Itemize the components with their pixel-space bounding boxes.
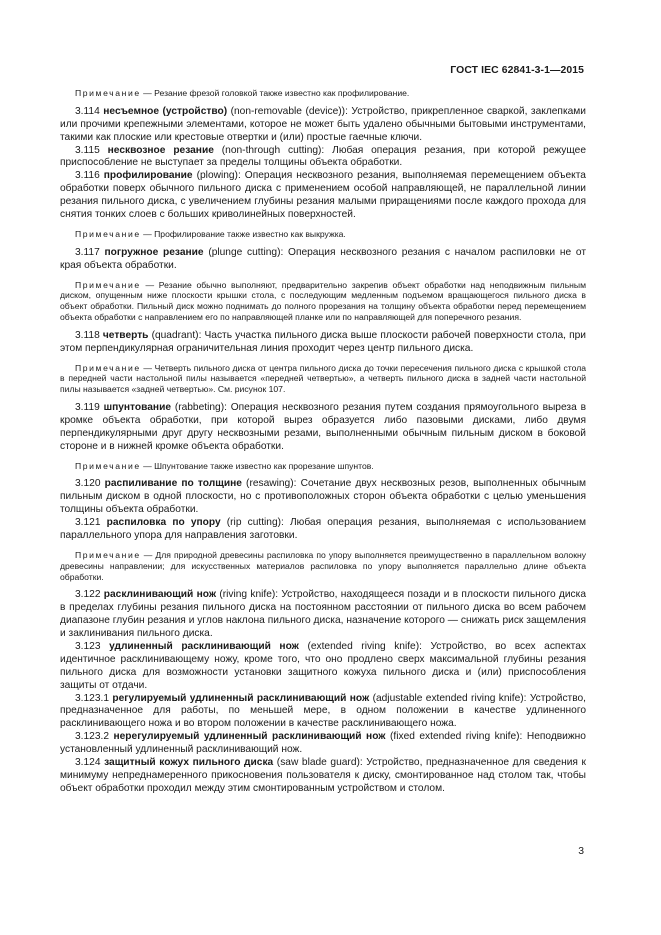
defined-term: удлиненный расклинивающий нож [109, 640, 299, 652]
definition-paragraph [60, 330, 586, 356]
note-paragraph [60, 280, 586, 323]
definition-paragraph [60, 693, 586, 732]
definition-text: (plunge cutting): Операция несквозного резания с началом распиловки не от края объекта обработки. [60, 246, 586, 271]
definition-text: (fixed extended riving knife): Неподвижно установленный удлиненный расклинивающий нож. [60, 731, 586, 756]
page-header: ГОСТ IEC 62841-3-1—2015 [450, 65, 584, 76]
note-label: Примечание [75, 88, 141, 98]
definition-paragraph [60, 589, 586, 641]
clause-number: 3.123 [75, 640, 101, 652]
note-text: — Четверть пильного диска от центра пильного диска до точки пересечения пильного диска с крышкой стола в передней части настольной пилы называется «передней четвертью», а четверть пильного диска в задней части настольной пилы называется «задней четвертью». См. рисунок 107. [60, 362, 586, 395]
definition-paragraph [60, 402, 586, 454]
clause-number: 3.123.2 [75, 731, 109, 743]
definition-paragraph [60, 170, 586, 222]
note-paragraph [60, 550, 586, 582]
note-label: Примечание [75, 362, 141, 373]
definition-paragraph [60, 106, 586, 145]
clause-number: 3.118 [75, 329, 100, 341]
defined-term: несквозное резание [107, 144, 214, 156]
defined-term: нерегулируемый удлиненный расклинивающий нож [113, 731, 386, 743]
definition-paragraph [60, 641, 586, 693]
defined-term: распиловка по упору [106, 517, 221, 529]
definition-paragraph [60, 145, 586, 171]
note-text: — Профилирование также известно как выкружка. [140, 228, 346, 239]
clause-number: 3.124 [75, 757, 101, 769]
clause-number: 3.114 [75, 105, 100, 117]
definition-text: (plowing): Операция несквозного резания, выполняемая перемещением объекта обработки поверх обычного пильного диска с применением особой направляющей, не параллельной линии резания пильного диска, с увеличением глубины резания малыми приращениями после каждого прохода для снятия тонких слоев с больших криволинейных поверхностей. [60, 170, 586, 221]
definition-text: (rabbeting): Операция несквозного резания путем создания прямоугольного выреза в кромке объекта обработки, при которой вырез образуется либо пазовыми дисками, либо двумя перпендикулярными друг другу несквозными резами, выполненными обычным пильным диском в боковой стороне и в нижней кромке объекта обработки. [60, 401, 586, 452]
note-label: Примечание [75, 279, 141, 290]
definition-paragraph [60, 731, 586, 757]
definition-text: (extended riving knife): Устройство, во всех аспектах идентичное расклинивающему ножу, кроме того, что оно продлено сверх максимальной глубины резания пильного диска для возможности установки защитного кожуха пильного диска и (или) приспособления защиты от отдачи. [60, 640, 586, 691]
note-label: Примечание [75, 549, 141, 560]
defined-term: распиливание по толщине [104, 478, 242, 490]
note-paragraph [60, 363, 586, 395]
definition-paragraph [60, 478, 586, 517]
note-label: Примечание [75, 228, 141, 239]
defined-term: несъемное (устройство) [103, 105, 228, 117]
clause-number: 3.120 [75, 478, 101, 490]
note-text: — Резание фрезой головкой также известно как профилирование. [140, 88, 410, 98]
note-paragraph [60, 461, 586, 472]
defined-term: регулируемый удлиненный расклинивающий нож [112, 692, 370, 704]
definition-text: (saw blade guard): Устройство, предназначенное для сведения к минимуму непреднамеренного прикосновения пользователя к диску, смонтированное над столом так, чтобы объект обработки проходил между этим смонтированным устройством и столом. [60, 757, 586, 794]
definition-paragraph [60, 247, 586, 273]
definition-paragraph [60, 517, 586, 543]
defined-term: четверть [102, 329, 149, 341]
note-text: — Шпунтование также известно как прорезание шпунтов. [140, 460, 374, 471]
clause-number: 3.117 [75, 246, 100, 258]
page-number: 3 [578, 846, 584, 857]
definition-text: (riving knife): Устройство, находящееся позади и в плоскости пильного диска в пределах глубины резания пильного диска на постоянном расстоянии от пильного диска во всем рабочем диапазоне глубин резания и углов наклона пильного диска, назначение которого — снижать риск защемления и заклинивания пильного диска. [60, 589, 586, 640]
note-paragraph [60, 229, 586, 240]
defined-term: защитный кожух пильного диска [104, 757, 274, 769]
note-paragraph [60, 88, 586, 99]
clause-number: 3.121 [75, 517, 101, 529]
definition-text: (adjustable extended riving knife): Устройство, предназначенное для работы, по меньшей мере, в одном положении в качестве удлиненного расклинивающего ножа и во втором положении в качестве расклинивающего ножа. [60, 692, 586, 730]
definition-text: (non-removable (device)): Устройство, прикрепленное сваркой, заклепками или прочими крепежными элементами, которое не может быть удалено обычными бытовыми инструментами, такими как плоские или крестовые отвертки и (или) простые гаечные ключи. [60, 105, 586, 143]
note-text: — Для природной древесины распиловка по упору выполняется преимущественно в параллельном волокну древесины направлении; для искусственных материалов распиловка по упору выполняется параллельно длине объекта обработки. [60, 549, 586, 582]
clause-number: 3.122 [75, 589, 101, 601]
document-body [60, 88, 586, 796]
defined-term: шпунтование [103, 401, 171, 413]
note-label: Примечание [75, 460, 141, 471]
clause-number: 3.123.1 [75, 692, 109, 704]
defined-term: расклинивающий нож [103, 589, 217, 601]
note-text: — Резание обычно выполняют, предварительно закрепив объект обработки над неподвижным пильным диском, опущенным ниже плоскости крышки стола, с последующим медленным подъемом вращающегося пильного диска в объект обработки. Пильный диск можно поднимать до полного прорезания на толщину объекта обработки перед перемещением объекта обработки с направлением его по направляющей планке или по направляющей для поперечного резания. [60, 279, 586, 322]
defined-term: профилирование [103, 170, 193, 182]
defined-term: погружное резание [104, 246, 204, 258]
definition-text: (non-through cutting): Любая операция резания, при которой режущее приспособление не выступает за пределы толщины объекта обработки. [60, 144, 586, 169]
clause-number: 3.116 [75, 170, 100, 182]
definition-text: (rip cutting): Любая операция резания, выполняемая с использованием параллельного упора для направления заготовки. [60, 517, 586, 541]
definition-paragraph [60, 757, 586, 796]
definition-text: (resawing): Сочетание двух несквозных резов, выполненных обычным пильным диском в одной плоскости, но с противоположных сторон объекта обработки с целью уменьшения толщины объекта обработки. [60, 478, 586, 516]
clause-number: 3.115 [75, 144, 100, 156]
clause-number: 3.119 [75, 401, 100, 413]
definition-text: (quadrant): Часть участка пильного диска выше плоскости рабочей поверхности стола, при этом перпендикулярная ограничительная линия проходит через центр пильного диска. [60, 329, 586, 354]
